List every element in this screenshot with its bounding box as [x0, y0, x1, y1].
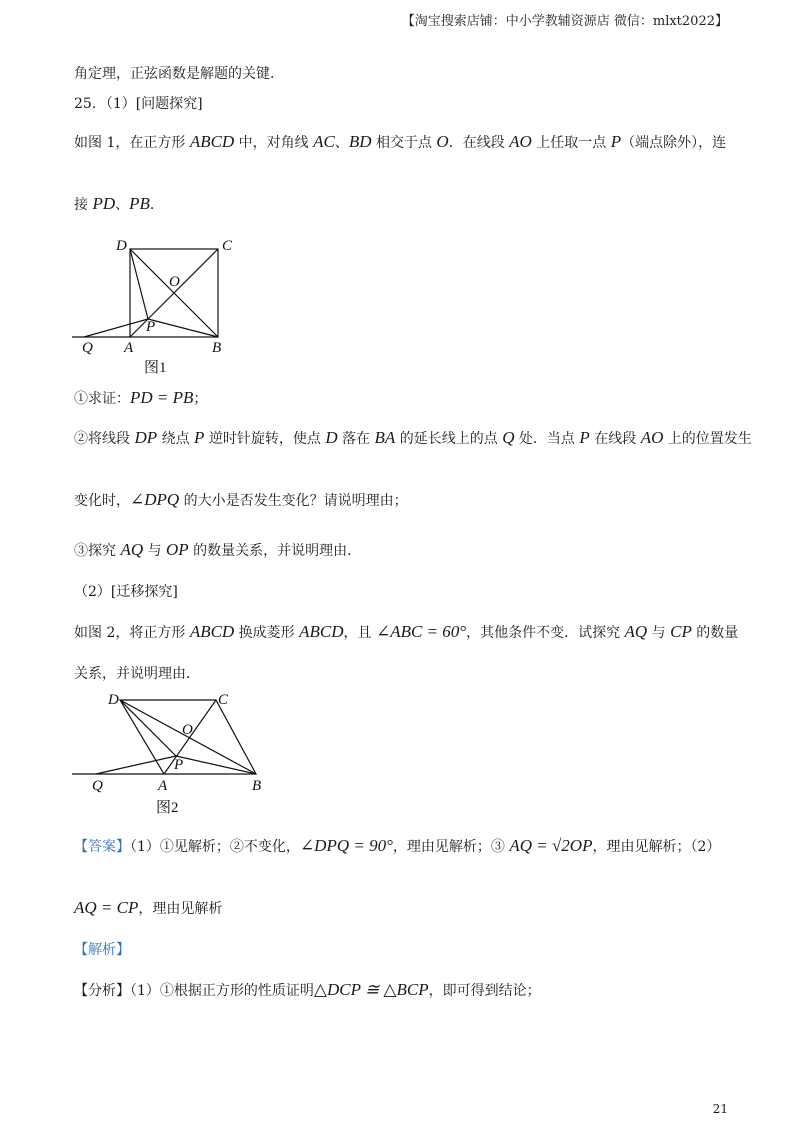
- segment-qp: [96, 756, 176, 774]
- segment-pb: [148, 319, 218, 337]
- label-q: Q: [92, 778, 103, 794]
- problem-statement-line-1: 如图 1，在正方形 ABCD 中，对角线 AC、BD 相交于点 O．在线段 AO 上任取一点 P（端点除外），连: [74, 132, 727, 151]
- label-q: Q: [82, 340, 93, 356]
- label-a: A: [158, 778, 168, 794]
- problem-statement-line-2: 接 PD、PB．: [74, 194, 164, 213]
- label-c: C: [218, 692, 229, 708]
- answer-line-1: 【答案】（1）①见解析；②不变化，∠DPQ = 90°，理由见解析；③ AQ = √2OP，理由见解析；（2）: [74, 836, 721, 855]
- page-header: 【淘宝搜索店铺：中小学教辅资源店 微信：mlxt2022】: [401, 14, 728, 29]
- figure-2-caption: 图2: [156, 800, 179, 816]
- analysis-tag: 【解析】: [74, 942, 130, 958]
- text-line-1: 角定理，正弦函数是解题的关键．: [74, 66, 284, 82]
- label-a: A: [124, 340, 134, 356]
- answer-line-2: AQ = CP，理由见解析: [74, 898, 223, 917]
- part-1-question: ①求证：PD = PB；: [74, 388, 208, 407]
- label-d: D: [116, 238, 127, 254]
- label-c: C: [222, 238, 233, 254]
- part-2-question-line-2: 变化时，∠DPQ 的大小是否发生变化？请说明理由；: [74, 490, 408, 509]
- analysis-line-1: 【分析】（1）①根据正方形的性质证明△DCP ≅ △BCP，即可得到结论；: [74, 980, 541, 999]
- label-o: O: [169, 274, 180, 290]
- label-d: D: [108, 692, 119, 708]
- label-o: O: [182, 722, 193, 738]
- transfer-statement-line-1: 如图 2，将正方形 ABCD 换成菱形 ABCD，且 ∠ABC = 60°，其他条件不变．试探究 AQ 与 CP 的数量: [74, 622, 739, 641]
- analysis-label: 【分析】: [74, 983, 130, 999]
- label-b: B: [252, 778, 262, 794]
- label-p: P: [174, 757, 184, 773]
- segment-pb: [176, 756, 256, 774]
- figure-1: [72, 236, 252, 382]
- figure-2: [72, 688, 272, 822]
- answer-tag: 【答案】: [74, 839, 130, 855]
- figure-1-caption: 图1: [144, 360, 167, 376]
- part-3-question: ③探究 AQ 与 OP 的数量关系，并说明理由．: [74, 540, 362, 559]
- problem-heading: 25．（1）[问题探究]: [74, 96, 203, 112]
- part-2-question-line-1: ②将线段 DP 绕点 P 逆时针旋转，使点 D 落在 BA 的延长线上的点 Q 处．当点 P 在线段 AO 上的位置发生: [74, 428, 752, 447]
- page-number: 21: [712, 1102, 728, 1116]
- transfer-statement-line-2: 关系，并说明理由．: [74, 666, 200, 682]
- label-b: B: [212, 340, 222, 356]
- segment-dp: [130, 249, 148, 319]
- label-p: P: [146, 319, 156, 335]
- transfer-heading: （2）[迁移探究]: [74, 584, 178, 600]
